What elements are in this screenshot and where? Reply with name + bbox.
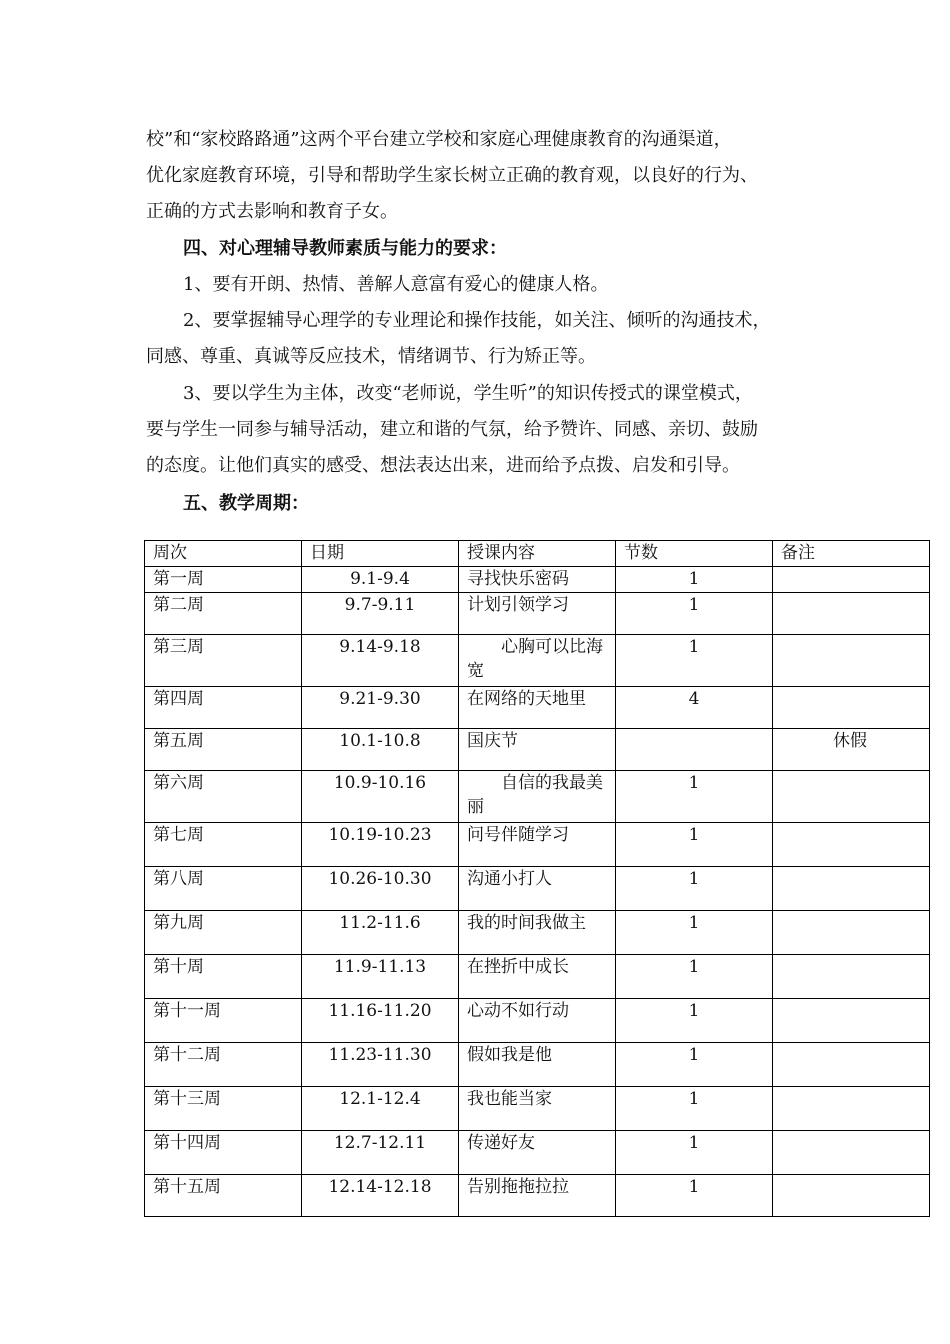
cell-week: 第五周 [145,729,302,771]
cell-content: 心动不如行动 [459,999,616,1043]
cell-date: 11.16-11.20 [302,999,459,1043]
cell-content: 心胸可以比海宽 [459,635,616,687]
cell-week: 第二周 [145,593,302,635]
cell-lessons: 1 [616,635,773,687]
table-row [145,823,930,867]
table-row [145,771,930,823]
table-row [145,955,930,999]
cell-date: 9.1-9.4 [302,567,459,593]
intro-line-3: 正确的方式去影响和教育子女。 [146,201,398,222]
table-row [145,593,930,635]
cell-week: 第三周 [145,635,302,687]
cell-week: 第十三周 [145,1087,302,1131]
header-date: 日期 [302,541,459,567]
cell-lessons: 1 [616,567,773,593]
cell-date: 10.19-10.23 [302,823,459,867]
cell-note [773,1087,930,1131]
cell-date: 11.9-11.13 [302,955,459,999]
section4-item2-line2: 同感、尊重、真诚等反应技术，情绪调节、行为矫正等。 [146,346,596,367]
table-header-row [145,541,930,567]
cell-content: 我的时间我做主 [459,911,616,955]
cell-date: 12.7-12.11 [302,1131,459,1175]
cell-date: 9.7-9.11 [302,593,459,635]
cell-week: 第九周 [145,911,302,955]
cell-week: 第十五周 [145,1175,302,1217]
table-row [145,1087,930,1131]
cell-lessons: 1 [616,1131,773,1175]
cell-note: 休假 [773,729,930,771]
intro-line-1: 校”和“家校路路通”这两个平台建立学校和家庭心理健康教育的沟通渠道， [146,129,732,150]
cell-note [773,1131,930,1175]
section4-heading: 四、对心理辅导教师素质与能力的要求： [183,238,507,259]
cell-content: 沟通小打人 [459,867,616,911]
section4-item2-line1: 2、要掌握辅导心理学的专业理论和操作技能，如关注、倾听的沟通技术， [183,310,771,331]
cell-week: 第一周 [145,567,302,593]
cell-lessons: 4 [616,687,773,729]
cell-note [773,911,930,955]
schedule-table [144,540,930,1217]
cell-lessons: 1 [616,1087,773,1131]
cell-week: 第四周 [145,687,302,729]
cell-lessons: 1 [616,867,773,911]
header-week: 周次 [145,541,302,567]
table-row [145,867,930,911]
cell-content: 计划引领学习 [459,593,616,635]
cell-lessons: 1 [616,911,773,955]
cell-lessons: 1 [616,999,773,1043]
table-row [145,687,930,729]
table-row [145,1131,930,1175]
cell-content: 国庆节 [459,729,616,771]
cell-date: 9.21-9.30 [302,687,459,729]
table-row [145,911,930,955]
cell-lessons: 1 [616,593,773,635]
cell-date: 10.1-10.8 [302,729,459,771]
table-row [145,567,930,593]
table-row [145,999,930,1043]
section4-item3-line2: 要与学生一同参与辅导活动，建立和谐的气氛，给予赞许、同感、亲切、鼓励 [146,419,758,440]
cell-note [773,635,930,687]
cell-date: 12.1-12.4 [302,1087,459,1131]
cell-week: 第十四周 [145,1131,302,1175]
cell-content: 我也能当家 [459,1087,616,1131]
cell-date: 11.2-11.6 [302,911,459,955]
cell-note [773,1175,930,1217]
cell-lessons: 1 [616,823,773,867]
section4-item1: 1、要有开朗、热情、善解人意富有爱心的健康人格。 [183,274,609,295]
cell-week: 第十周 [145,955,302,999]
cell-week: 第十二周 [145,1043,302,1087]
cell-lessons: 1 [616,955,773,999]
cell-note [773,823,930,867]
table-row [145,1175,930,1217]
cell-date: 12.14-12.18 [302,1175,459,1217]
cell-content: 问号伴随学习 [459,823,616,867]
cell-note [773,687,930,729]
cell-note [773,771,930,823]
section5-heading: 五、教学周期： [183,493,309,514]
section4-item3-line3: 的态度。让他们真实的感受、想法表达出来，进而给予点拨、启发和引导。 [146,455,740,476]
cell-lessons: 1 [616,1175,773,1217]
cell-week: 第十一周 [145,999,302,1043]
cell-date: 9.14-9.18 [302,635,459,687]
cell-content: 告别拖拖拉拉 [459,1175,616,1217]
cell-date: 10.26-10.30 [302,867,459,911]
cell-date: 11.23-11.30 [302,1043,459,1087]
cell-content: 在网络的天地里 [459,687,616,729]
cell-note [773,593,930,635]
cell-date: 10.9-10.16 [302,771,459,823]
cell-content: 在挫折中成长 [459,955,616,999]
cell-note [773,955,930,999]
intro-line-2: 优化家庭教育环境，引导和帮助学生家长树立正确的教育观，以良好的行为、 [146,165,758,186]
cell-content: 寻找快乐密码 [459,567,616,593]
table-row [145,729,930,771]
cell-week: 第六周 [145,771,302,823]
table-row [145,1043,930,1087]
cell-note [773,867,930,911]
cell-content: 假如我是他 [459,1043,616,1087]
cell-note [773,567,930,593]
cell-content: 自信的我最美丽 [459,771,616,823]
cell-note [773,999,930,1043]
cell-lessons [616,729,773,771]
section4-item3-line1: 3、要以学生为主体，改变“老师说，学生听”的知识传授式的课堂模式， [183,383,753,404]
table-row [145,635,930,687]
cell-content: 传递好友 [459,1131,616,1175]
header-lessons: 节数 [616,541,773,567]
header-note: 备注 [773,541,930,567]
cell-week: 第八周 [145,867,302,911]
cell-note [773,1043,930,1087]
cell-lessons: 1 [616,1043,773,1087]
cell-lessons: 1 [616,771,773,823]
header-content: 授课内容 [459,541,616,567]
cell-week: 第七周 [145,823,302,867]
